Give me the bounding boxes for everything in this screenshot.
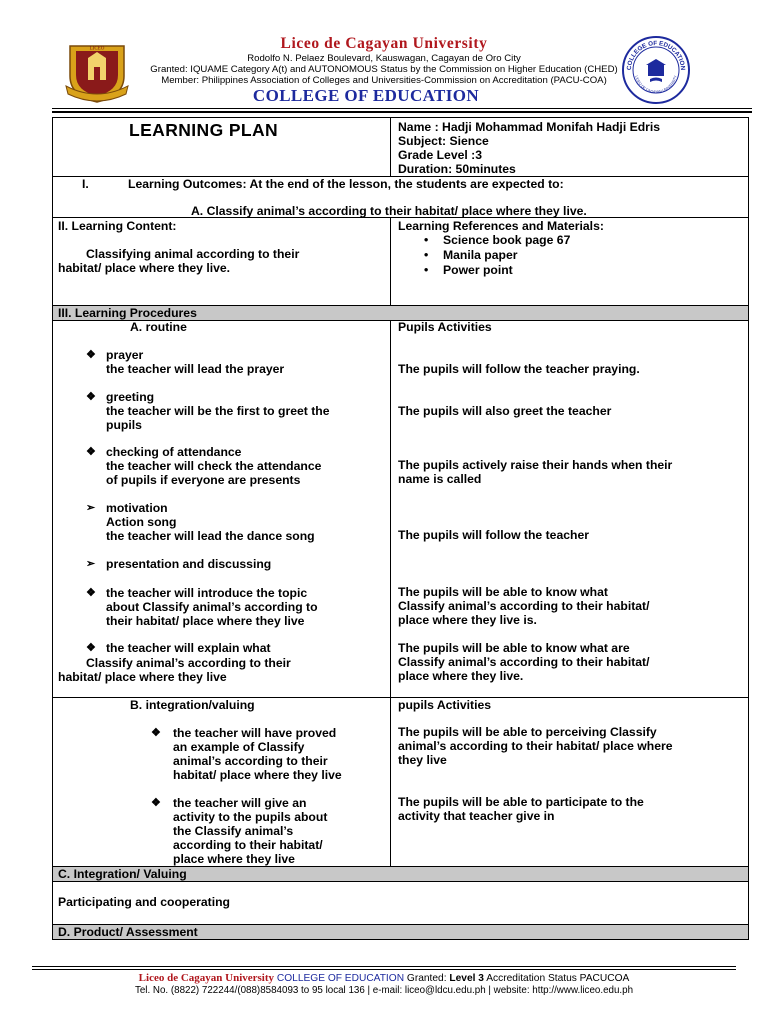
seal-inner-text: LICEO DE CAGAYAN UNIVERSITY <box>634 75 678 95</box>
footer-rule <box>32 966 736 967</box>
teacher-action: Action song <box>106 515 177 529</box>
pupil-action: The pupils will be able to know what <box>398 585 608 599</box>
teacher-action: their habitat/ place where they live <box>106 614 305 628</box>
outcomes-heading: Learning Outcomes: At the end of the lesson, the students are expected to: <box>128 177 564 191</box>
accreditation-granted-line: Granted: IQUAME Category A(t) and AUTONOMOUS Status by the Commission on Higher Education (CHED) <box>150 64 618 75</box>
pupil-action: activity that teacher give in <box>398 809 555 823</box>
reference-item: Manila paper <box>443 248 518 262</box>
teacher-action: pupils <box>106 418 142 432</box>
diamond-bullet-icon: ❖ <box>151 727 161 739</box>
assessment-heading: D. Product/ Assessment <box>58 925 198 939</box>
crest-banner-text: LICEO <box>89 46 105 52</box>
row-divider <box>52 881 749 882</box>
footer-college: COLLEGE OF EDUCATION <box>276 973 405 984</box>
teacher-action: place where they live <box>173 852 295 866</box>
pupil-action: The pupils will follow the teacher <box>398 528 589 542</box>
list-bullet: • <box>424 233 429 247</box>
column-divider <box>390 117 391 176</box>
teacher-action: the Classify animal’s <box>173 824 294 838</box>
teacher-action: of pupils if everyone are presents <box>106 473 301 487</box>
procedure-step: motivation <box>106 501 168 515</box>
outcome-a: A. Classify animal’s according to their habitat/ place where they live. <box>191 204 587 218</box>
grade-level: Grade Level :3 <box>398 148 482 162</box>
teacher-name: Name : Hadji Mohammad Monifah Hadji Edris <box>398 120 661 134</box>
teacher-action: an example of Classify <box>173 740 305 754</box>
teacher-action: the teacher will check the attendance <box>106 459 322 473</box>
diamond-bullet-icon: ❖ <box>151 797 161 809</box>
pupil-action: animal’s according to their habitat/ place where <box>398 739 673 753</box>
teacher-action: according to their habitat/ <box>173 838 323 852</box>
content-heading: II. Learning Content: <box>58 219 177 233</box>
header-rule <box>52 108 752 109</box>
teacher-action: animal’s according to their <box>173 754 328 768</box>
seal-ring-text: COLLEGE OF EDUCATION <box>625 39 687 71</box>
integration-valuing-heading: C. Integration/ Valuing <box>58 867 187 881</box>
footer-contact: Tel. No. (8822) 722244/(088)8584093 to 95 local 136 | e-mail: liceo@ldcu.edu.ph | website: http://www.liceo.edu.ph <box>134 985 634 996</box>
teacher-action: habitat/ place where they live <box>58 670 227 684</box>
pupil-action: Classify animal’s according to their habitat/ <box>398 655 650 669</box>
plan-title: LEARNING PLAN <box>129 120 279 140</box>
column-divider <box>390 217 391 305</box>
footer-university: Liceo de Cagayan University <box>138 972 275 984</box>
teacher-action: the teacher will lead the dance song <box>106 529 315 543</box>
footer-granted: Granted: <box>406 973 447 984</box>
pupil-action: they live <box>398 753 447 767</box>
content-line: habitat/ place where they live. <box>58 261 231 275</box>
pupil-action: Classify animal’s according to their habitat/ <box>398 599 650 613</box>
diamond-bullet-icon: ❖ <box>86 642 96 654</box>
footer-accreditation: Accreditation Status PACUCOA <box>486 973 630 984</box>
college-of-education-seal <box>621 35 691 105</box>
arrow-bullet-icon: ➢ <box>86 502 96 514</box>
outcomes-number: I. <box>82 177 89 191</box>
footer-line <box>0 972 768 984</box>
routine-heading: A. routine <box>130 320 187 334</box>
diamond-bullet-icon: ❖ <box>86 349 96 361</box>
references-heading: Learning References and Materials: <box>398 219 604 233</box>
college-name: COLLEGE OF EDUCATION <box>252 86 480 105</box>
footer-rule-thin <box>32 969 736 970</box>
teacher-action: habitat/ place where they live <box>173 768 342 782</box>
pupils-activities-heading: Pupils Activities <box>398 320 492 334</box>
content-line: Classifying animal according to their <box>86 247 300 261</box>
list-bullet: • <box>424 263 429 277</box>
teacher-action: the teacher will give an <box>173 796 307 810</box>
pupil-action: The pupils actively raise their hands when their <box>398 458 673 472</box>
procedure-step: presentation and discussing <box>106 557 272 571</box>
procedures-heading: III. Learning Procedures <box>58 306 197 320</box>
diamond-bullet-icon: ❖ <box>86 587 96 599</box>
column-divider <box>390 320 391 866</box>
procedure-step: prayer <box>106 348 144 362</box>
integration-heading: B. integration/valuing <box>130 698 255 712</box>
teacher-action: the teacher will introduce the topic <box>106 586 308 600</box>
diamond-bullet-icon: ❖ <box>86 446 96 458</box>
pupil-action: The pupils will follow the teacher praying. <box>398 362 640 376</box>
university-name: Liceo de Cagayan University <box>280 35 488 52</box>
pupil-action: The pupils will be able to perceiving Classify <box>398 725 657 739</box>
teacher-action: the teacher will have proved <box>173 726 337 740</box>
integration-valuing-text: Participating and cooperating <box>58 895 230 909</box>
teacher-action: the teacher will be the first to greet the <box>106 404 330 418</box>
pupil-action: The pupils will be able to know what are <box>398 641 630 655</box>
duration: Duration: 50minutes <box>398 162 516 176</box>
membership-line: Member: Philippines Association of Colleges and Universities-Commission on Accreditation (PACU-COA) <box>161 75 607 86</box>
pupils-activities-heading: pupils Activities <box>398 698 492 712</box>
pupil-action: name is called <box>398 472 482 486</box>
university-address: Rodolfo N. Pelaez Boulevard, Kauswagan, Cagayan de Oro City <box>247 53 521 64</box>
pupil-action: place where they live. <box>398 669 524 683</box>
arrow-bullet-icon: ➢ <box>86 558 96 570</box>
pupil-action: place where they live is. <box>398 613 537 627</box>
pupil-action: The pupils will be able to participate to the <box>398 795 644 809</box>
diamond-bullet-icon: ❖ <box>86 391 96 403</box>
teacher-action: Classify animal’s according to their <box>86 656 291 670</box>
footer-level: Level 3 <box>449 973 484 984</box>
procedure-step: greeting <box>106 390 155 404</box>
teacher-action: activity to the pupils about <box>173 810 328 824</box>
pupil-action: The pupils will also greet the teacher <box>398 404 612 418</box>
subject: Subject: Sience <box>398 134 489 148</box>
reference-item: Science book page 67 <box>443 233 571 247</box>
teacher-action: the teacher will lead the prayer <box>106 362 285 376</box>
reference-item: Power point <box>443 263 513 277</box>
teacher-action: about Classify animal’s according to <box>106 600 318 614</box>
list-bullet: • <box>424 248 429 262</box>
procedure-step: checking of attendance <box>106 445 242 459</box>
header-rule-thick <box>52 111 752 113</box>
teacher-action: the teacher will explain what <box>106 641 271 655</box>
